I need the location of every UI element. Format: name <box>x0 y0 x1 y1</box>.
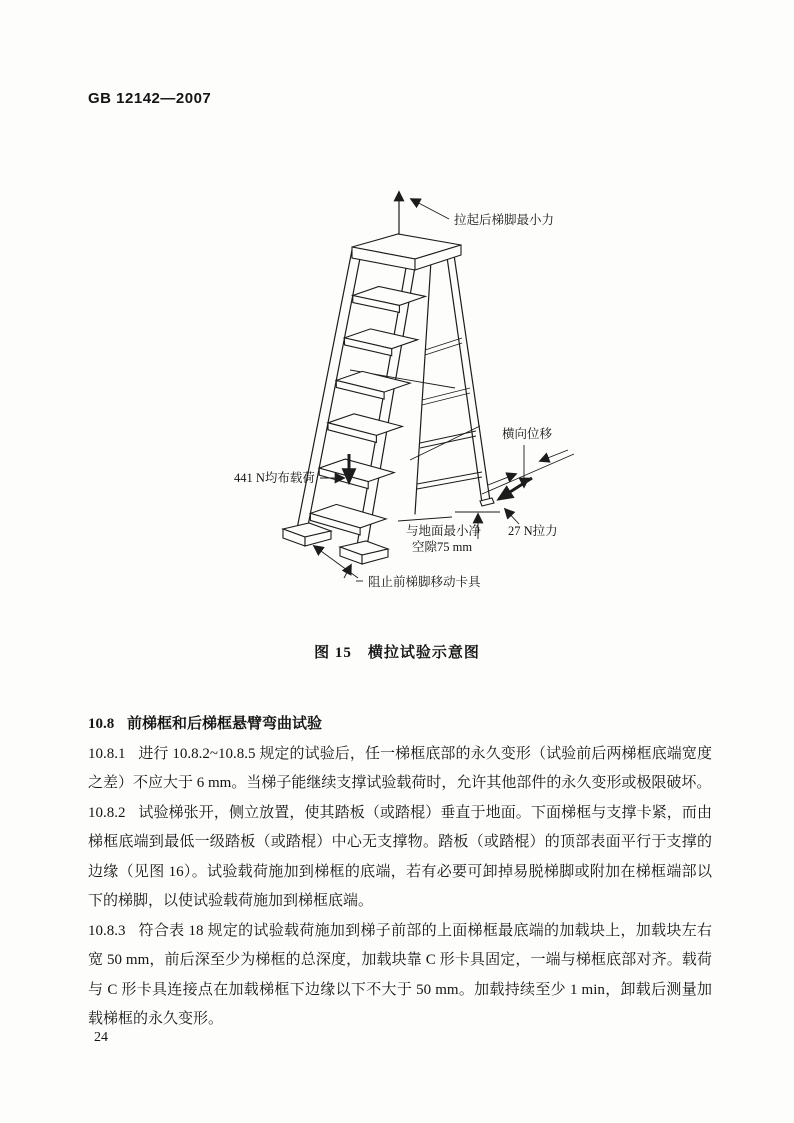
page-number: 24 <box>94 1030 108 1045</box>
clause-number: 10.8.3 <box>88 922 126 939</box>
clause-body: 试验梯张开，侧立放置，使其踏板（或踏棍）垂直于地面。下面梯框与支撑卡紧，而由梯框底端到最低一级踏板（或踏棍）中心无支撑物。踏板（或踏棍）的顶部表面平行于支撑的边缘（见图 16）。试验载荷施加到梯框的底端，若有必要可卸掉易脱梯脚或附加在梯框端部以下的梯脚，以使试验载荷施加到梯框底端。 <box>88 804 712 909</box>
ladder-diagram <box>150 178 630 622</box>
label-distributed-load: 441 N均布载荷 <box>234 471 315 485</box>
standard-number-header: GB 12142—2007 <box>88 90 212 107</box>
figure-caption: 图 15 横拉试验示意图 <box>314 645 480 661</box>
label-lateral-displacement: 横向位移 <box>502 427 553 441</box>
clause-number: 10.8.2 <box>88 804 126 821</box>
front-foot-clamps <box>283 523 388 564</box>
ladder-steps <box>310 287 425 535</box>
clause-heading-number: 10.8 <box>88 716 115 732</box>
label-ground-gap-1: 与地面最小净 <box>406 524 482 538</box>
clause-body: 进行 10.8.2~10.8.5 规定的试验后，任一梯框底部的永久变形（试验前后两梯框底端宽度之差）不应大于 6 mm。当梯子能继续支撑试验载荷时，允许其他部件的永久变形或极限破坏。 <box>88 745 712 791</box>
rear-foot <box>480 498 494 506</box>
clause-paragraph <box>88 799 712 917</box>
stepladder-drawing <box>283 234 494 564</box>
rear-rungs <box>417 338 482 489</box>
clause-paragraph <box>88 917 712 1035</box>
clause-heading <box>88 710 712 740</box>
clause-body: 符合表 18 规定的试验载荷施加到梯子前部的上面梯框最底端的加载块上，加载块左右宽 50 mm，前后深至少为梯框的总深度，加载块靠 C 形卡具固定，一端与梯框底部对齐。载荷与 C 形卡具连接点在加载梯框下边缘以下不大于 50 mm。加载持续至少 1 min，卸载后测量加载梯框的永久变形。 <box>88 922 712 1027</box>
label-ground-gap-2: 空隙75 mm <box>412 540 473 554</box>
ladder-test-figure <box>150 178 630 622</box>
label-lift-force: 拉起后梯脚最小力 <box>454 213 555 227</box>
clause-text-block <box>88 710 712 1035</box>
clause-paragraph <box>88 740 712 799</box>
lift-force-arrow <box>399 192 449 234</box>
lateral-displacement-arrows <box>482 445 574 494</box>
clause-heading-title: 前梯框和后梯框悬臂弯曲试验 <box>127 716 323 732</box>
label-pull-force: 27 N拉力 <box>508 524 558 538</box>
label-front-foot-clamp: 阻止前梯脚移动卡具 <box>368 575 481 589</box>
clause-number: 10.8.1 <box>88 745 126 762</box>
ladder-top-cap <box>352 234 461 270</box>
